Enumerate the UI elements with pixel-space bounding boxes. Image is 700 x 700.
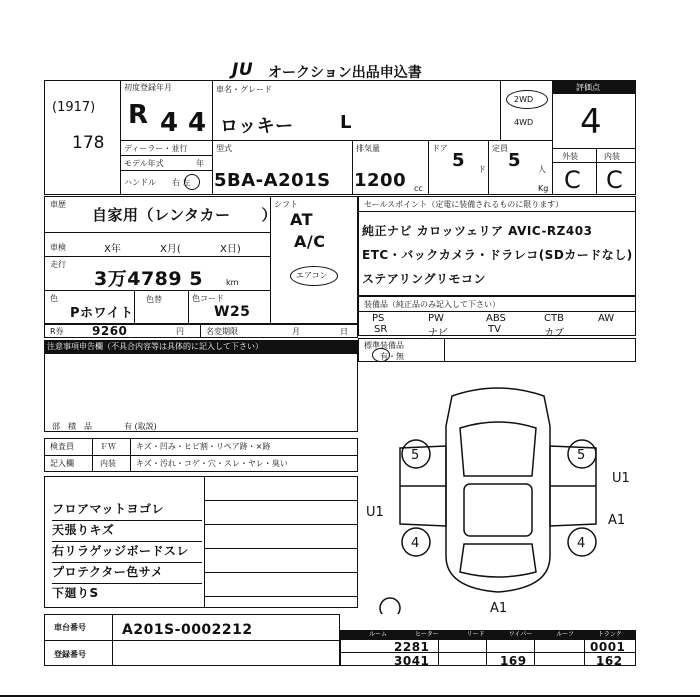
handle-side: 右 左: [172, 178, 191, 187]
equip-navi: ナビ: [428, 328, 448, 339]
standard-label: 標準装備品: [364, 341, 404, 350]
mileage-label: 走行: [50, 260, 66, 269]
notes-area: [44, 340, 358, 432]
car-damage-diagram: [360, 366, 636, 614]
inspection-month: X月(: [160, 244, 181, 255]
transfer-month: 月: [292, 327, 300, 336]
rear-window: [460, 544, 536, 577]
note-line: 天張りキズ: [52, 521, 202, 542]
drive-2wd: 2WD: [514, 95, 534, 104]
equip-tv: TV: [488, 324, 501, 335]
handle-circle-mark: [184, 174, 200, 190]
front-left-tire-mark: 5: [411, 448, 420, 463]
roof: [464, 484, 532, 536]
displacement-label: 排気量: [356, 144, 380, 153]
exterior-label: 外装: [562, 152, 578, 161]
rear-left-tire-mark: 4: [411, 536, 420, 551]
sales-line: ステアリングリモコン: [362, 272, 487, 286]
write-label: 記入欄: [50, 459, 74, 468]
note-line: 下廻りS: [52, 586, 99, 600]
spare-tire: [380, 598, 400, 614]
footer-cell: 2281: [394, 640, 430, 654]
right-mark-u1: U1: [612, 471, 630, 486]
interior-grade: C: [606, 166, 624, 194]
model-year-label: モデル年式: [124, 159, 164, 168]
sales-line: ETC・バックカメラ・ドラレコ(SDカードなし): [362, 248, 633, 262]
doors-label: ドア: [432, 144, 448, 153]
standard-circle-mark: [372, 348, 390, 362]
scan-edge-line: [0, 695, 700, 697]
footer-cell: 162: [596, 654, 623, 668]
score-value: 4: [580, 102, 603, 142]
ac-value: A/C: [294, 232, 326, 251]
parts-value: 有 (取説): [124, 422, 157, 431]
notes-bar-text: 注意事項申告欄（不具合内容等は具体的に記入して下さい）: [47, 342, 263, 351]
chassis-value: A201S-0002212: [122, 622, 253, 638]
color-value: Pホワイト: [70, 306, 134, 321]
handle-label: ハンドル: [124, 178, 156, 187]
bottom-mark-a1: A1: [490, 601, 508, 614]
registration-month: 4: [188, 108, 207, 138]
note-line: フロアマットヨゴレ: [52, 500, 202, 521]
inspector-row1-head: ＦＷ: [100, 442, 116, 451]
footer-header: [340, 630, 636, 640]
equip-ps: PS: [372, 313, 385, 324]
handwritten-notes: [52, 500, 202, 604]
transfer-day: 日: [340, 327, 348, 336]
usage-label: 車歴: [50, 200, 66, 209]
form-header: [232, 60, 472, 82]
footer-cell: 169: [500, 654, 527, 668]
standard-presence: 有・無: [380, 352, 404, 361]
cc-label: cc: [414, 184, 423, 193]
shift-label: シフト: [274, 200, 298, 209]
drive-4wd: 4WD: [514, 118, 534, 127]
note-line: プロテクター色サメ: [52, 563, 202, 584]
footer-col: ヒーター: [414, 631, 439, 638]
transfer-label: 名変期限: [206, 327, 238, 336]
usage-value: 自家用（レンタカー ）: [92, 206, 278, 224]
footer-col: トランク: [597, 631, 622, 638]
displacement-value: 1200: [354, 170, 407, 191]
registration-era: R: [128, 100, 149, 130]
windshield: [460, 422, 536, 476]
right-mark-a1: A1: [608, 513, 626, 528]
front-right-tire-mark: 5: [577, 448, 586, 463]
score-label: 評価点: [576, 83, 600, 92]
registration-number-label: 登録番号: [54, 650, 86, 659]
registration-label: 初度登録年月: [124, 83, 172, 92]
year-label: 年: [196, 159, 204, 168]
seats-suffix: 人: [538, 165, 546, 174]
dealer-label: ディーラー・並行: [124, 144, 188, 153]
color-label: 色: [50, 294, 58, 303]
interior-label: 内装: [604, 152, 620, 161]
car-name: ロッキー: [220, 116, 294, 137]
footer-col: リード: [466, 631, 485, 638]
rear-right-tire-mark: 4: [577, 536, 586, 551]
exterior-grade: C: [564, 166, 582, 194]
ac-note: エアコン: [296, 271, 328, 280]
kg-label: Kg: [538, 184, 549, 193]
inspection-day: X日): [220, 244, 241, 255]
equip-pw: PW: [428, 313, 444, 324]
sales-point-label: セールスポイント（定電に装備されるものに限ります）: [364, 200, 564, 209]
doors-value: 5: [452, 150, 466, 171]
footer-cell: 0001: [590, 640, 626, 654]
shift-value: AT: [290, 210, 314, 229]
mileage-value: 3万4789 5: [94, 268, 203, 290]
seats-value: 5: [508, 150, 522, 171]
registration-year: 4: [160, 108, 179, 138]
color-code-label: 色コード: [192, 294, 224, 303]
recycle-yen: 円: [176, 327, 184, 336]
inspector-label: 検査員: [50, 442, 74, 451]
inspection-year: X年: [104, 244, 121, 255]
left-mark-u1: U1: [366, 505, 384, 520]
lot-code: (1917): [52, 100, 96, 115]
mileage-unit: km: [226, 278, 239, 287]
equip-abs: ABS: [486, 313, 506, 324]
note-line: 右リラゲッジボードスレ: [52, 542, 202, 563]
inspection-label: 車検: [50, 243, 66, 252]
footer-col: ワイパー: [508, 631, 533, 638]
equip-kawa: カブ: [544, 328, 564, 339]
equip-ctb: CTB: [544, 313, 564, 324]
parts-label: 部 積 品: [52, 422, 92, 431]
equip-aw: AW: [598, 313, 615, 324]
doors-suffix: ド: [478, 165, 486, 174]
car-name-label: 車名・グレード: [216, 85, 272, 94]
car-grade: L: [340, 112, 352, 133]
chassis-label: 車台番号: [54, 623, 86, 632]
ju-logo: JU: [232, 60, 254, 80]
inspector-row1: キズ・凹み・ヒビ割・リペア跡・×跡: [136, 442, 271, 451]
color-code: W25: [214, 304, 251, 320]
inspector-row2: キズ・汚れ・コゲ・穴・スレ・ヤレ・臭い: [136, 459, 288, 468]
footer-col: ルーフ: [556, 631, 574, 638]
color-change-label: 色替: [146, 295, 162, 304]
seats-label: 定員: [492, 144, 508, 153]
form-title: オークション出品申込書: [268, 65, 422, 81]
footer-col: ルーム: [369, 631, 388, 638]
equip-sr: SR: [374, 324, 388, 335]
recycle-value: 9260: [92, 324, 128, 338]
equipment-label: 装備品（純正品のみ記入して下さい）: [364, 300, 500, 309]
recycle-label: R券: [50, 327, 64, 336]
model-value: 5BA-A201S: [214, 170, 331, 191]
inspector-row2-head: 内装: [100, 459, 116, 468]
footer-cell: 3041: [394, 654, 430, 668]
model-label: 型式: [216, 144, 232, 153]
lot-number: 178: [72, 133, 105, 153]
sales-line: 純正ナビ カロッツェリア AVIC-RZ403: [362, 224, 593, 238]
